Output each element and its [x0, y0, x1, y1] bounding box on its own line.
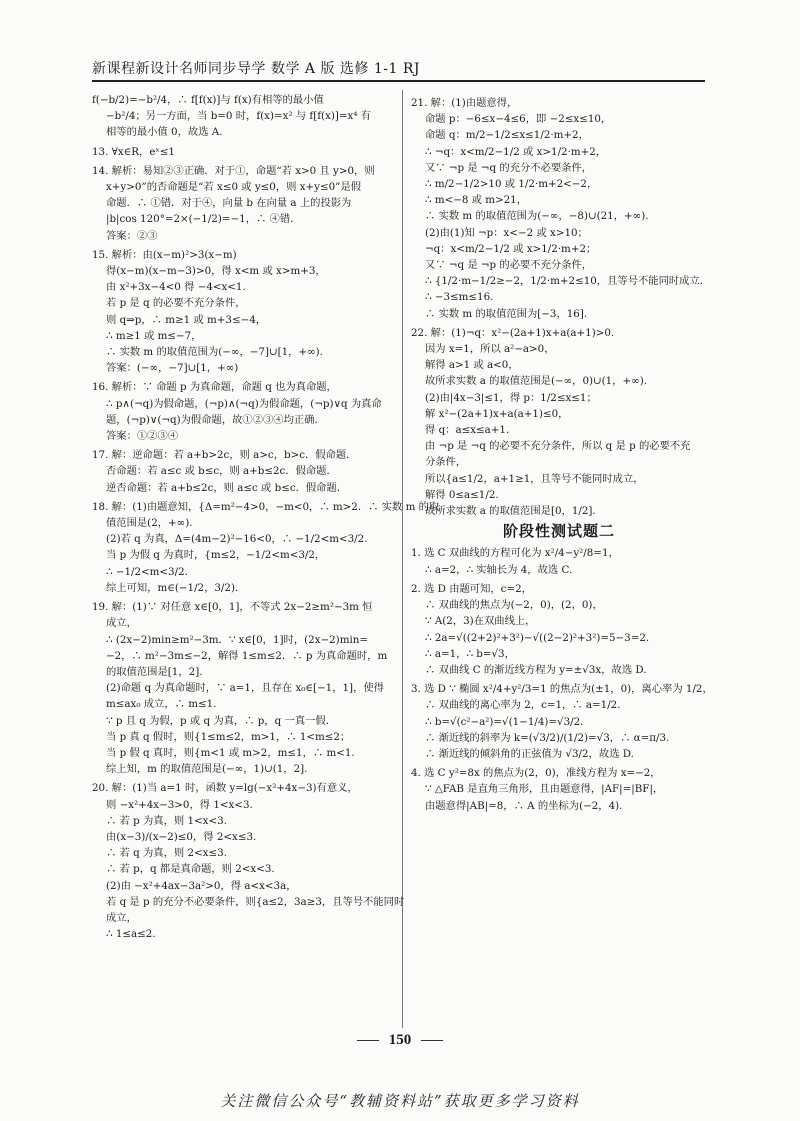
text-line: 20. 解：(1)当 a=1 时，函数 y=lg(−x²+4x−3)有意义， — [92, 782, 358, 795]
text-line: ∴ −1/2<m<3/2. — [106, 565, 188, 578]
right-column — [411, 92, 713, 814]
answers-21-22 — [411, 95, 711, 519]
text-line: 又∵ ¬p 是 ¬q 的充分不必要条件， — [425, 161, 593, 174]
text-line: (2)命题 q 为真命题时，∵ a=1，且存在 x₀∈[−1，1]，使得 — [106, 682, 384, 695]
text-line: 故所求实数 a 的取值范围是[0，1/2]. — [425, 505, 596, 518]
column-divider — [402, 90, 403, 1028]
text-line: 得(x−m)(x−m−3)>0，得 x<m 或 x>m+3， — [106, 265, 326, 278]
page-dash-right — [421, 1040, 443, 1041]
text-line: 若 q 是 p 的充分不必要条件，则{a≤2，3a≥3，且等号不能同时 — [106, 895, 405, 908]
footer-note: 关注微信公众号“教辅资料站”获取更多学习资料 — [220, 1092, 580, 1110]
text-line: 由 x²+3x−4<0 得 −4<x<1. — [106, 281, 246, 294]
text-line: 命题．∴ ①错．对于④，向量 b 在向量 a 上的投影为 — [106, 197, 352, 210]
text-line: 解得 0≤a≤1/2. — [425, 488, 499, 501]
text-line: 13. ∀x∈R，eˣ≤1 — [92, 145, 175, 158]
text-line: 所以{a≤1/2，a+1≥1，且等号不能同时成立， — [425, 472, 644, 485]
text-line: ∴ m≥1 或 m≤−7， — [106, 329, 202, 342]
text-line: 综上知，m 的取值范围是(−∞，1)∪(1，2]. — [106, 763, 308, 776]
text-line: 1. 选 C 双曲线的方程可化为 x²/4−y²/8=1， — [411, 547, 619, 560]
text-line: 15. 解析：由(x−m)²>3(x−m) — [92, 248, 237, 261]
section-title: 阶段性测试题二 — [502, 522, 615, 541]
text-line: ∴ b=√(c²−a²)=√(1−1/4)=√3/2. — [425, 715, 584, 728]
text-line: 若 p 是 q 的必要不充分条件， — [106, 297, 246, 310]
header-rule — [92, 80, 705, 82]
text-line: f(−b/2)=−b²/4，∴ f[f(x)]与 f(x)有相等的最小值 — [92, 94, 324, 106]
text-line: −2，∴ m²−3m≤−2，解得 1≤m≤2．∴ p 为真命题时，m — [106, 649, 388, 662]
text-line: 由题意得|AB|=8，∴ A 的坐标为(−2，4). — [425, 799, 623, 812]
text-line: ∴ −3≤m≤16. — [425, 291, 494, 304]
text-line: ∴ 实数 m 的取值范围为[−3，16]. — [425, 307, 588, 320]
text-line: 4. 选 C y²=8x 的焦点为(2，0)，准线方程为 x=−2， — [411, 767, 661, 780]
left-column — [92, 92, 440, 942]
text-line: 成立， — [106, 617, 137, 630]
text-line: 当 p 假 q 真时，则{m<1 或 m>2，m≤1，∴ m<1. — [106, 746, 355, 759]
text-line: 21. 解：(1)由题意得， — [411, 97, 518, 109]
text-line: ∴ m<−8 或 m>21， — [425, 194, 528, 207]
text-line: 19. 解：(1)∵ 对任意 x∈[0，1]，不等式 2x−2≥m²−3m 恒 — [92, 601, 373, 614]
text-line: 3. 选 D ∵ 椭圆 x²/4+y²/3=1 的焦点为(±1，0)，离心率为 1/2， — [411, 683, 713, 696]
text-line: 命题 q：m/2−1/2≤x≤1/2·m+2， — [425, 129, 589, 142]
text-line: 又∵ ¬q 是 ¬p 的必要不充分条件， — [425, 259, 593, 272]
text-line: 2. 选 D 由题可知，c=2， — [411, 582, 532, 595]
page-number-block — [0, 1032, 800, 1049]
text-line: |b|cos 120°=2×(−1/2)=−1，∴ ④错． — [106, 213, 301, 226]
text-line: (2)若 q 为真，Δ=(4m−2)²−16<0，∴ −1/2<m<3/2. — [106, 533, 368, 546]
text-line: ∴ m/2−1/2>10 或 1/2·m+2<−2， — [425, 178, 598, 191]
text-line: ∵ A(2，3)在双曲线上， — [425, 615, 536, 628]
text-line: 当 p 真 q 假时，则{1≤m≤2，m>1，∴ 1<m≤2； — [106, 730, 351, 743]
text-line: 故所求实数 a 的取值范围是(−∞，0)∪(1，+∞). — [425, 375, 648, 388]
text-line: 则 −x²+4x−3>0，得 1<x<3. — [106, 798, 253, 811]
running-header: 新课程新设计名师同步导学 数学 A 版 选修 1-1 RJ — [92, 61, 421, 77]
text-line: m≤ax₀ 成立，∴ m≤1. — [106, 698, 217, 711]
text-line: 14. 解析：易知②③正确．对于①，命题“若 x>0 且 y>0，则 — [92, 164, 375, 177]
text-line: 否命题：若 a≤c 或 b≤c，则 a+b≤2c．假命题． — [106, 465, 337, 478]
text-line: 17. 解：逆命题：若 a+b>2c，则 a>c，b>c．假命题． — [92, 449, 357, 462]
text-line: 22. 解：(1)¬q：x²−(2a+1)x+a(a+1)>0. — [411, 326, 615, 339]
text-line: 因为 x=1，所以 a²−a>0， — [425, 343, 555, 356]
text-line: 分条件， — [425, 456, 467, 469]
text-line: ∴ {1/2·m−1/2≥−2，1/2·m+2≤10，且等号不能同时成立． — [425, 275, 711, 288]
text-line: 解得 a>1 或 a<0， — [425, 359, 519, 372]
text-line: ¬q：x<m/2−1/2 或 x>1/2·m+2； — [425, 242, 597, 255]
text-line: ∴ 双曲线的焦点为(−2，0)，(2，0)， — [425, 599, 603, 612]
page-dash-left — [357, 1040, 379, 1041]
test-answers — [411, 545, 713, 813]
text-line: ∴ 实数 m 的取值范围为(−∞，−8)∪(21，+∞). — [425, 210, 649, 223]
text-line: ∴ p∧(¬q)为假命题，(¬p)∧(¬q)为假命题，(¬p)∨q 为真命 — [106, 397, 382, 410]
text-line: 答案：(−∞，−7]∪[1，+∞) — [106, 362, 239, 375]
text-line: −b²/4；另一方面，当 b=0 时，f(x)=x² 与 f[f(x)]=x⁴ 有 — [106, 110, 372, 123]
text-line: 题，(¬p)∨(¬q)为假命题，故①②③④均正确． — [106, 413, 325, 426]
text-line: 则 q⇒p，∴ m≥1 或 m+3≤−4， — [106, 313, 267, 326]
text-line: 解 x²−(2a+1)x+a(a+1)≤0， — [425, 407, 569, 420]
text-line: ∴ 实数 m 的取值范围为(−∞，−7]∪[1，+∞). — [106, 346, 323, 359]
text-line: ∴ ¬q：x<m/2−1/2 或 x>1/2·m+2， — [425, 145, 607, 158]
text-line: ∵ △FAB 是直角三角形，且由题意得，|AF|=|BF|， — [425, 783, 664, 796]
text-line: 当 p 为假 q 为真时，{m≤2，−1/2<m<3/2， — [106, 549, 326, 562]
text-line: ∴ a=1，∴ b=√3， — [425, 647, 515, 660]
text-line: ∴ 若 p，q 都是真命题，则 2<x<3. — [106, 863, 275, 876]
text-line: 成立， — [106, 911, 137, 924]
text-line: ∴ 渐近线的倾斜角的正弦值为 √3/2，故选 D. — [425, 747, 634, 760]
text-line: 由 ¬p 是 ¬q 的必要不充分条件，所以 q 是 p 的必要不充 — [425, 440, 691, 453]
text-line: 逆否命题：若 a+b≤2c，则 a≤c 或 b≤c．假命题． — [106, 481, 348, 494]
text-line: 值范围是(2，+∞). — [106, 517, 193, 530]
text-line: ∴ 2a=√((2+2)²+3²)−√((2−2)²+3²)=5−3=2. — [425, 631, 650, 644]
text-line: x+y>0”的否命题是“若 x≤0 或 y≤0，则 x+y≤0”是假 — [106, 181, 361, 194]
text-line: (2)由 −x²+4ax−3a²>0，得 a<x<3a， — [106, 879, 297, 892]
text-line: 16. 解析：∵ 命题 p 为真命题，命题 q 也为真命题， — [92, 381, 337, 394]
text-line: ∵ p 且 q 为假，p 或 q 为真，∴ p，q 一真一假． — [106, 714, 337, 727]
text-line: ∴ 双曲线 C 的渐近线方程为 y=±√3x，故选 D. — [425, 663, 647, 676]
text-line: ∴ 若 p 为真，则 1<x<3. — [106, 814, 227, 827]
text-line: (2)由(1)知 ¬p：x<−2 或 x>10； — [425, 226, 588, 239]
text-line: ∴ 渐近线的斜率为 k=(√3/2)/(1/2)=√3，∴ α=π/3. — [425, 731, 670, 744]
text-line: 的取值范围是[1，2]. — [106, 665, 203, 678]
text-line: 得 q：a≤x≤a+1. — [425, 424, 510, 437]
text-line: (2)由|4x−3|≤1，得 p：1/2≤x≤1； — [425, 391, 597, 404]
text-line: ∴ 若 q 为真，则 2<x≤3. — [106, 847, 227, 860]
text-line: ∴ 双曲线的离心率为 2，c=1，∴ a=1/2. — [425, 699, 621, 712]
text-line: 命题 p：−6≤x−4≤6，即 −2≤x≤10， — [425, 113, 612, 126]
text-line: ∴ (2x−2)min≥m²−3m．∵ x∈[0，1]时，(2x−2)min= — [106, 633, 369, 646]
text-line: 答案：②③ — [106, 229, 158, 242]
text-line: 综上可知，m∈(−1/2，3/2). — [106, 581, 239, 594]
text-line: ∴ 1≤a≤2. — [106, 928, 156, 941]
text-line: 答案：①②③④ — [106, 430, 179, 443]
text-line: ∴ a=2，∴ 实轴长为 4，故选 C. — [425, 563, 573, 576]
text-line: 由(x−3)/(x−2)≤0，得 2<x≤3. — [106, 830, 257, 843]
text-line: 相等的最小值 0，故选 A. — [106, 126, 223, 139]
page-number: 150 — [388, 1032, 412, 1048]
text-line: 18. 解：(1)由题意知，{Δ=m²−4>0，−m<0，∴ m>2．∴ 实数 m 的取 — [92, 500, 440, 513]
